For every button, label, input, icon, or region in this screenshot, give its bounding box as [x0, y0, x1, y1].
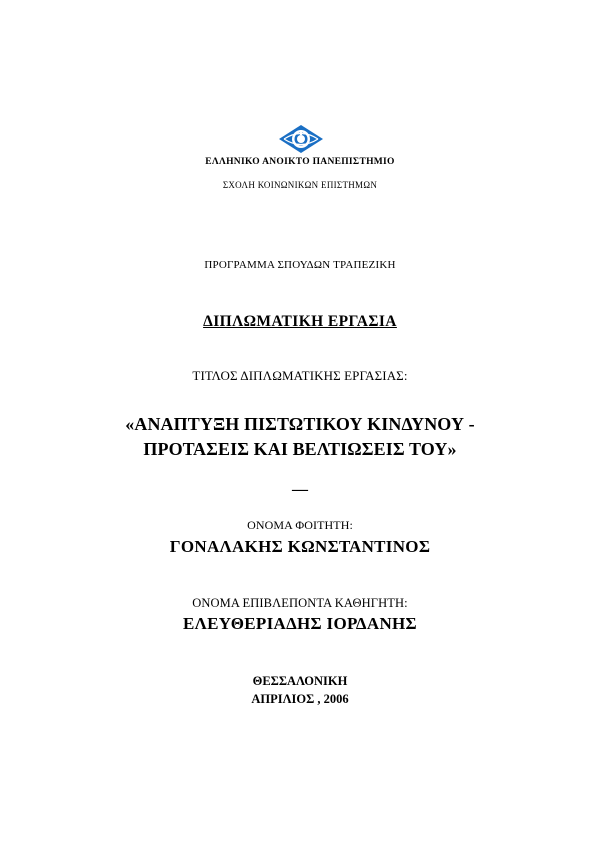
- separator-dash: —: [292, 481, 308, 498]
- study-program: ΠΡΟΓΡΑΜΜΑ ΣΠΟΥΔΩΝ ΤΡΑΠΕΖΙΚΗ: [204, 259, 396, 271]
- thesis-title-label: ΤΙΤΛΟΣ ΔΙΠΛΩΜΑΤΙΚΗΣ ΕΡΓΑΣΙΑΣ:: [192, 368, 408, 383]
- supervisor-name: ΕΛΕΥΘΕΡΙΑΔΗΣ ΙΟΡΔΑΝΗΣ: [183, 614, 417, 633]
- thesis-title-line-1: «ΑΝΑΠΤΥΞΗ ΠΙΣΤΩΤΙΚΟΥ ΚΙΝΔΥΝΟΥ -: [125, 414, 475, 434]
- thesis-title-line-2: ΠΡΟΤΑΣΕΙΣ ΚΑΙ ΒΕΛΤΙΩΣΕΙΣ ΤΟΥ»: [143, 439, 457, 459]
- supervisor-name-label: ΟΝΟΜΑ ΕΠΙΒΛΕΠΟΝΤΑ ΚΑΘΗΓΗΤΗ:: [192, 596, 408, 610]
- student-name-label: ΟΝΟΜΑ ΦΟΙΤΗΤΗ:: [247, 518, 353, 532]
- university-name: ΕΛΛΗΝΙΚΟ ΑΝΟΙΚΤΟ ΠΑΝΕΠΙΣΤΗΜΙΟ: [205, 157, 395, 167]
- document-type-heading: ΔΙΠΛΩΜΑΤΙΚΗ ΕΡΓΑΣΙΑ: [203, 313, 397, 330]
- student-name: ΓΟΝΑΛΑΚΗΣ ΚΩΝΣΤΑΝΤΙΝΟΣ: [169, 537, 431, 556]
- city: ΘΕΣΣΑΛΟΝΙΚΗ: [252, 674, 348, 688]
- school-name: ΣΧΟΛΗ ΚΟΙΝΩΝΙΚΩΝ ΕΠΙΣΤΗΜΩΝ: [222, 180, 378, 190]
- submission-date: ΑΠΡΙΛΙΟΣ , 2006: [251, 692, 349, 706]
- university-logo-icon: [278, 124, 324, 154]
